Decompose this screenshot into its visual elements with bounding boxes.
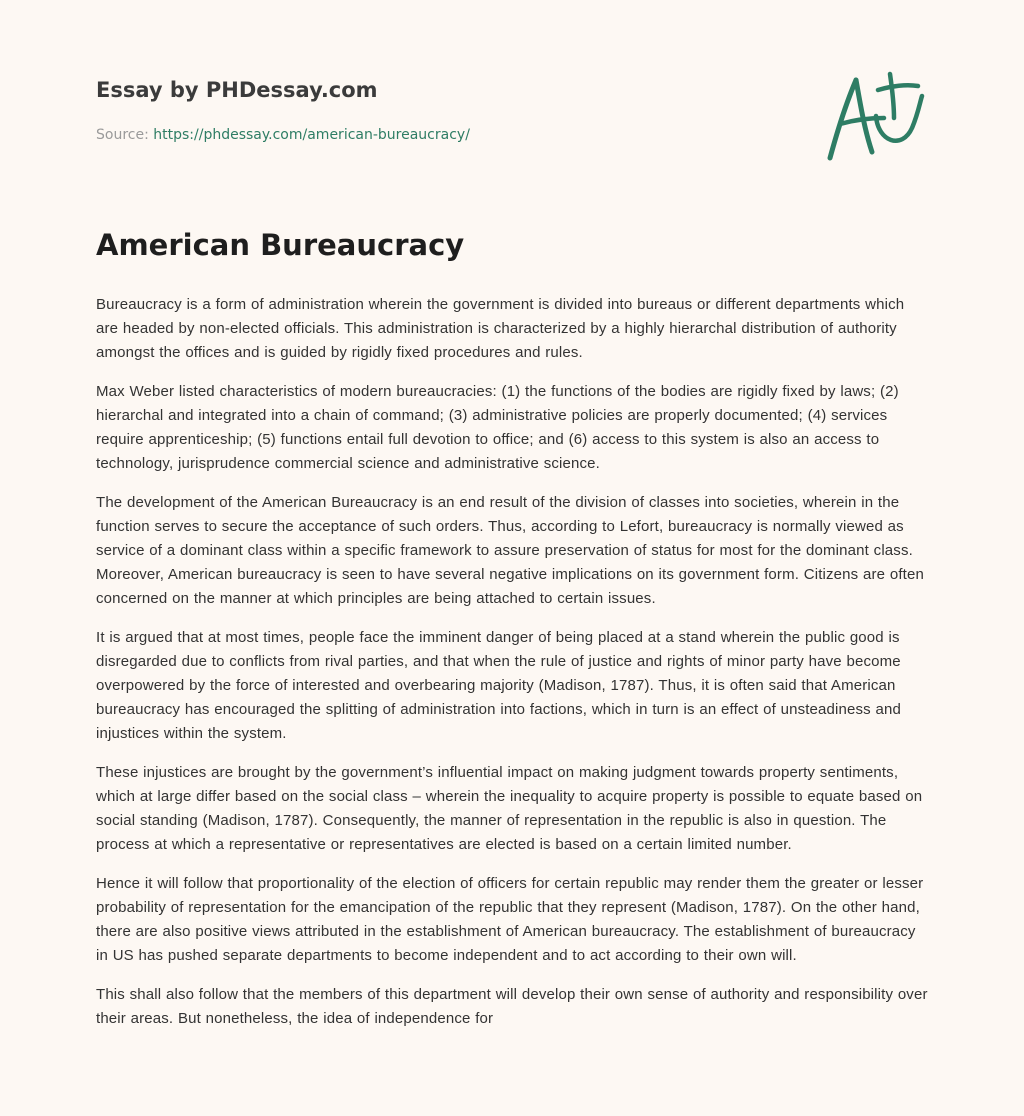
article-title: American Bureaucracy: [96, 228, 465, 262]
source-link[interactable]: https://phdessay.com/american-bureaucracy/: [153, 127, 470, 143]
article-paragraph: Bureaucracy is a form of administration wherein the government is divided into bureaus or different departments which are headed by non-elected officials. This administration is characterized by a highly hierarchal distribution of authority amongst the offices and is guided by rigidly fixed procedures and rules.: [96, 296, 905, 361]
site-title: Essay by PHDessay.com: [96, 78, 378, 102]
page-header: [96, 76, 928, 145]
article-paragraph: This shall also follow that the members of this department will develop their own sense of authority and responsibility over their areas. But nonetheless, the idea of independence for: [96, 986, 928, 1027]
source-label: Source:: [96, 127, 154, 143]
article-paragraph: The development of the American Bureaucracy is an end result of the division of classes into societies, wherein in the function serves to secure the acceptance of such orders. Thus, according to Lefort, bureaucracy is normally viewed as service of a dominant class within a specific framework to assure preservation of status for most for the dominant class. Moreover, American bureaucracy is seen to have several negative implications on its government form. Citizens are often concerned on the manner at which principles are being attached to certain issues.: [96, 494, 924, 607]
article-paragraph: These injustices are brought by the government’s influential impact on making judgment towards property sentiments, which at large differ based on the social class – wherein the inequality to acquire property is possible to equate based on social standing (Madison, 1787). Consequently, the manner of representation in the republic is also in question. The process at which a representative or representatives are elected is based on a certain limited number.: [96, 764, 923, 853]
article-paragraph: Hence it will follow that proportionality of the election of officers for certain republic may render them the greater or lesser probability of representation for the emancipation of the republic that they represent (Madison, 1787). On the other hand, there are also positive views attributed in the establishment of American bureaucracy. The establishment of bureaucracy in US has pushed separate departments to become independent and to act according to their own will.: [96, 875, 924, 964]
article-paragraph: It is argued that at most times, people face the imminent danger of being placed at a stand wherein the public good is disregarded due to conflicts from rival parties, and that when the rule of justice and rights of minor party have become overpowered by the force of interested and overbearing majority (Madison, 1787). Thus, it is often said that American bureaucracy has encouraged the splitting of administration into factions, which in turn is an effect of unsteadiness and injustices within the system.: [96, 629, 901, 742]
a-plus-logo-icon: [822, 66, 932, 166]
article-paragraph: Max Weber listed characteristics of modern bureaucracies: (1) the functions of the bodies are rigidly fixed by laws; (2) hierarchal and integrated into a chain of command; (3) administrative policies are properly documented; (4) services require apprenticeship; (5) functions entail full devotion to office; and (6) access to this system is also an access to technology, jurisprudence commercial science and administrative science.: [96, 383, 899, 472]
article: [96, 226, 930, 1046]
source-line: [96, 125, 928, 145]
